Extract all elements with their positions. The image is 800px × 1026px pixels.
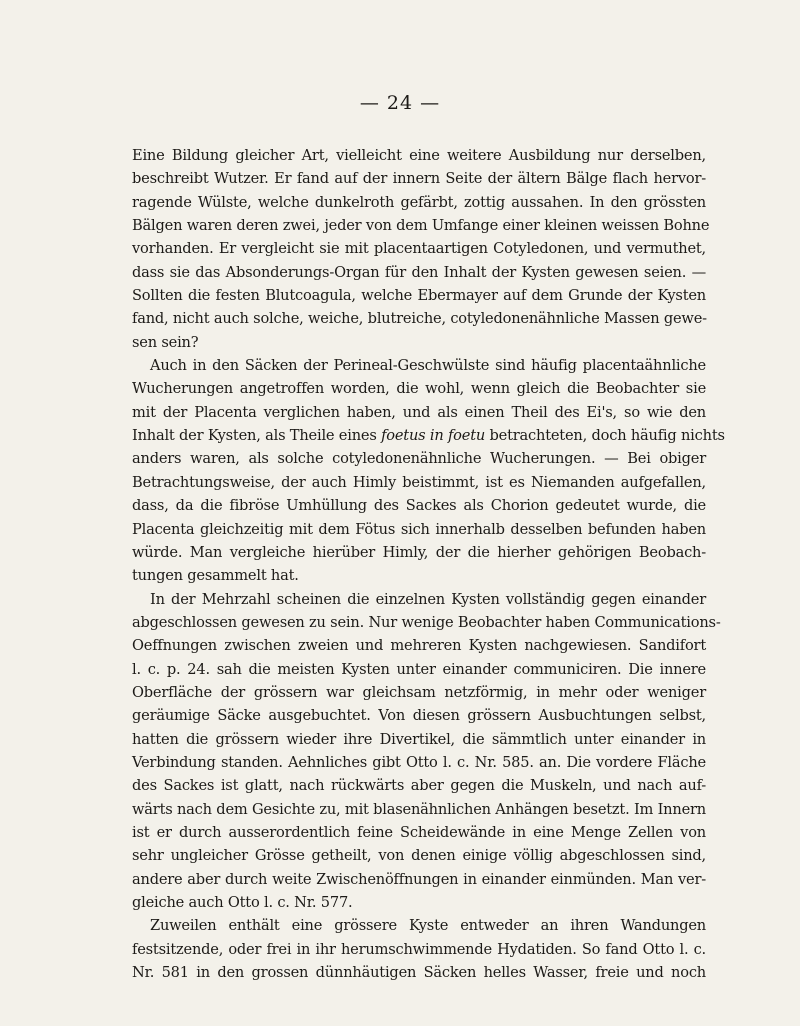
text-line: Oeffnungen zwischen zweien und mehreren Kysten nachgewiesen. Sandifort: [132, 637, 706, 655]
text-line: Verbindung standen. Aehnliches gibt Otto l. c. Nr. 585. an. Die vordere Fläche: [132, 753, 706, 771]
text-line: beschreibt Wutzer. Er fand auf der innern Seite der ältern Bälge flach hervor-: [132, 170, 706, 188]
text-line: Wucherungen angetroffen worden, die wohl, wenn gleich die Beobachter sie: [132, 380, 706, 398]
text-line: l. c. p. 24. sah die meisten Kysten unter einander communiciren. Die innere: [132, 660, 706, 678]
text-line: Auch in den Säcken der Perineal-Geschwülste sind häufig placentaähnliche: [150, 357, 706, 375]
text-line: dass sie das Absonderungs-Organ für den Inhalt der Kysten gewesen seien. —: [132, 263, 706, 281]
text-line: Zuweilen enthält eine grössere Kyste entweder an ihren Wandungen: [150, 917, 706, 935]
text-line: Betrachtungsweise, der auch Himly beistimmt, ist es Niemanden aufgefallen,: [132, 473, 706, 491]
text-line: tungen gesammelt hat.: [132, 567, 299, 585]
text-line: Nr. 581 in den grossen dünnhäutigen Säcken helles Wasser, freie und noch: [132, 964, 706, 982]
text-line: mit der Placenta verglichen haben, und als einen Theil des Ei's, so wie den: [132, 403, 706, 421]
text-line: geräumige Säcke ausgebuchtet. Von diesen grössern Ausbuchtungen selbst,: [132, 707, 706, 725]
text-line: ragende Wülste, welche dunkelroth gefärbt, zottig aussahen. In den grössten: [132, 193, 706, 211]
text-line: Placenta gleichzeitig mit dem Fötus sich innerhalb desselben befunden haben: [132, 520, 706, 538]
text-line: Eine Bildung gleicher Art, vielleicht eine weitere Ausbildung nur derselben,: [132, 147, 706, 164]
text-line: hatten die grössern wieder ihre Divertikel, die sämmtlich unter einander in: [132, 730, 706, 748]
body-text: [132, 144, 725, 984]
text-line: vorhanden. Er vergleicht sie mit placentaartigen Cotyledonen, und vermuthet,: [132, 240, 706, 258]
text-line: In der Mehrzahl scheinen die einzelnen Kysten vollständig gegen einander: [150, 590, 706, 608]
text-line: andere aber durch weite Zwischenöffnungen in einander einmünden. Man ver-: [132, 870, 706, 888]
text-line: Oberfläche der grössern war gleichsam netzförmig, in mehr oder weniger: [132, 683, 706, 701]
text-line: anders waren, als solche cotyledonenähnliche Wucherungen. — Bei obiger: [132, 450, 706, 468]
text-line: festsitzende, oder frei in ihr herumschwimmende Hydatiden. So fand Otto l. c.: [132, 940, 706, 958]
italic-term: foetus in foetu: [381, 427, 486, 445]
text-line: sehr ungleicher Grösse getheilt, von denen einige völlig abgeschlossen sind,: [132, 847, 706, 865]
text-line: abgeschlossen gewesen zu sein. Nur wenige Beobachter haben Communications-: [132, 613, 721, 631]
text-line: wärts nach dem Gesichte zu, mit blasenähnlichen Anhängen besetzt. Im Innern: [132, 800, 706, 818]
text-line: Bälgen waren deren zwei, jeder von dem Umfange einer kleinen weissen Bohne: [132, 217, 710, 235]
text-line: sen sein?: [132, 333, 199, 351]
text-line: Sollten die festen Blutcoagula, welche Ebermayer auf dem Grunde der Kysten: [132, 287, 706, 305]
page-number: — 24 —: [359, 92, 441, 114]
text-line: dass, da die fibröse Umhüllung des Sackes als Chorion gedeutet wurde, die: [132, 497, 706, 515]
text-line: des Sackes ist glatt, nach rückwärts aber gegen die Muskeln, und nach auf-: [132, 777, 706, 795]
text-line: würde. Man vergleiche hierüber Himly, der die hierher gehörigen Beobach-: [132, 543, 706, 561]
text-line: gleiche auch Otto l. c. Nr. 577.: [132, 894, 353, 911]
text-line: ist er durch ausserordentlich feine Scheidewände in eine Menge Zellen von: [132, 823, 706, 841]
text-line: Inhalt der Kysten, als Theile eines foetus in foetu betrachteten, doch häufig nichts: [132, 427, 725, 445]
text-line: fand, nicht auch solche, weiche, blutreiche, cotyledonenähnliche Massen gewe-: [132, 310, 707, 328]
